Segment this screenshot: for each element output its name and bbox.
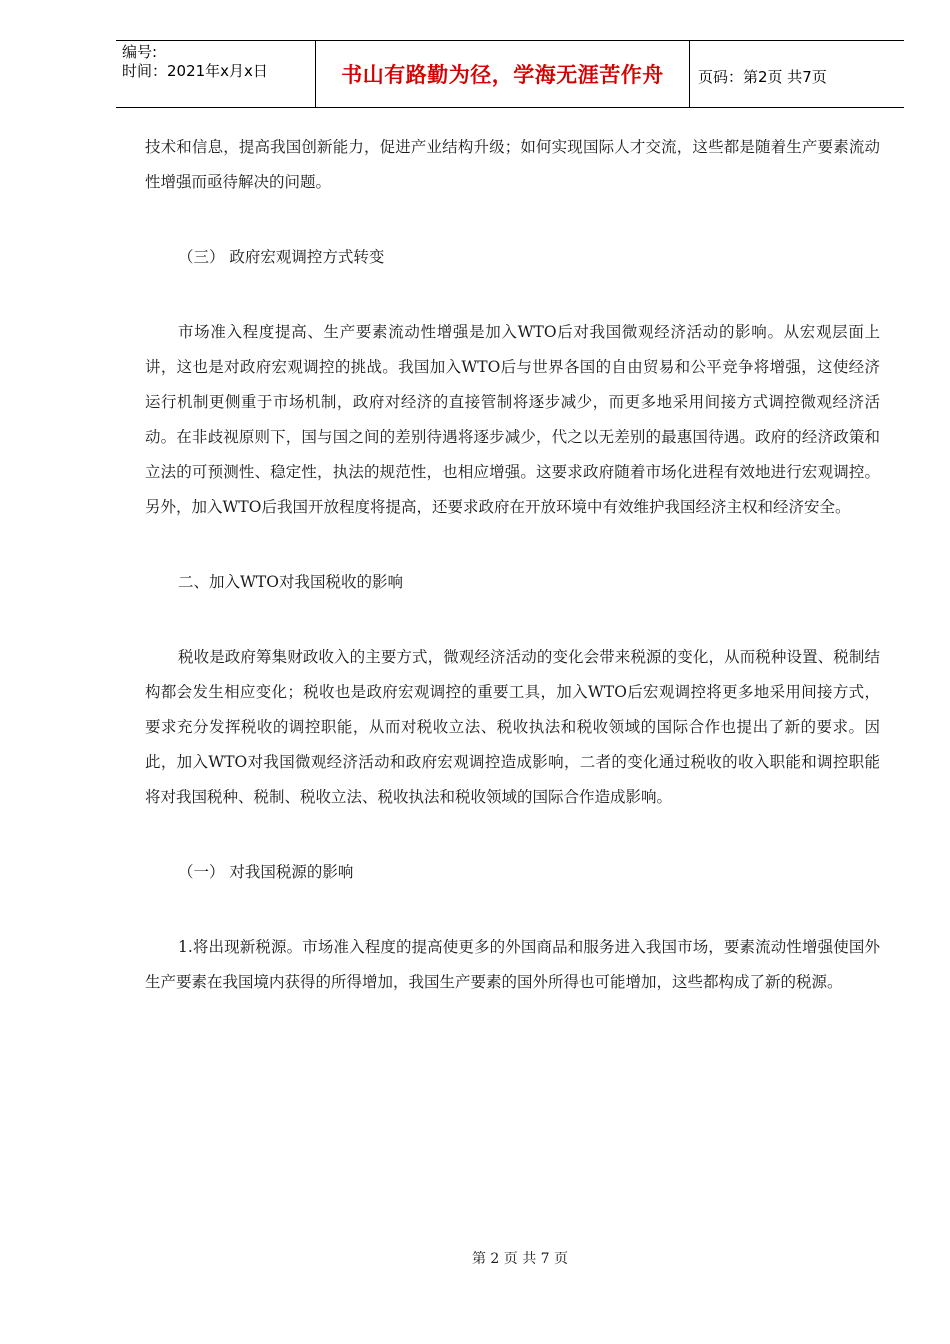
document-body xyxy=(145,130,880,1000)
header-page-label: 页码：第2页 共7页 xyxy=(698,68,827,86)
paragraph: 技术和信息，提高我国创新能力，促进产业结构升级；如何实现国际人才交流，这些都是随着生产要素流动性增强而亟待解决的问题。 xyxy=(145,138,880,191)
section-heading: 二、加入WTO对我国税收的影响 xyxy=(178,573,403,591)
page-footer: 第 2 页 共 7 页 xyxy=(471,1251,569,1267)
page-header xyxy=(116,40,904,108)
section-heading: （一） 对我国税源的影响 xyxy=(178,863,354,881)
header-motto: 书山有路勤为径，学海无涯苦作舟 xyxy=(341,63,664,87)
header-meta xyxy=(122,43,268,81)
header-divider xyxy=(689,41,690,107)
time-label: 时间：2021年x月x日 xyxy=(122,62,268,80)
paragraph: 税收是政府筹集财政收入的主要方式，微观经济活动的变化会带来税源的变化，从而税种设置、税制结构都会发生相应变化；税收也是政府宏观调控的重要工具，加入WTO后宏观调控将更多地采用间接方式，要求充分发挥税收的调控职能，从而对税收立法、税收执法和税收领域的国际合作也提出了新的要求。因此，加入WTO对我国微观经济活动和政府宏观调控造成影响，二者的变化通过税收的收入职能和调控职能将对我国税种、税制、税收立法、税收执法和税收领域的国际合作造成影响。 xyxy=(145,648,880,806)
section-heading: （三） 政府宏观调控方式转变 xyxy=(178,248,385,266)
paragraph: 市场准入程度提高、生产要素流动性增强是加入WTO后对我国微观经济活动的影响。从宏观层面上讲，这也是对政府宏观调控的挑战。我国加入WTO后与世界各国的自由贸易和公平竞争将增强，这使经济运行机制更侧重于市场机制，政府对经济的直接管制将逐步减少，而更多地采用间接方式调控微观经济活动。在非歧视原则下，国与国之间的差别待遇将逐步减少，代之以无差别的最惠国待遇。政府的经济政策和立法的可预测性、稳定性，执法的规范性，也相应增强。这要求政府随着市场化进程有效地进行宏观调控。另外，加入WTO后我国开放程度将提高，还要求政府在开放环境中有效维护我国经济主权和经济安全。 xyxy=(145,323,880,516)
number-label: 编号: xyxy=(122,43,158,61)
paragraph: 1.将出现新税源。市场准入程度的提高使更多的外国商品和服务进入我国市场，要素流动性增强使国外生产要素在我国境内获得的所得增加，我国生产要素的国外所得也可能增加，这些都构成了新的税源。 xyxy=(145,938,880,991)
